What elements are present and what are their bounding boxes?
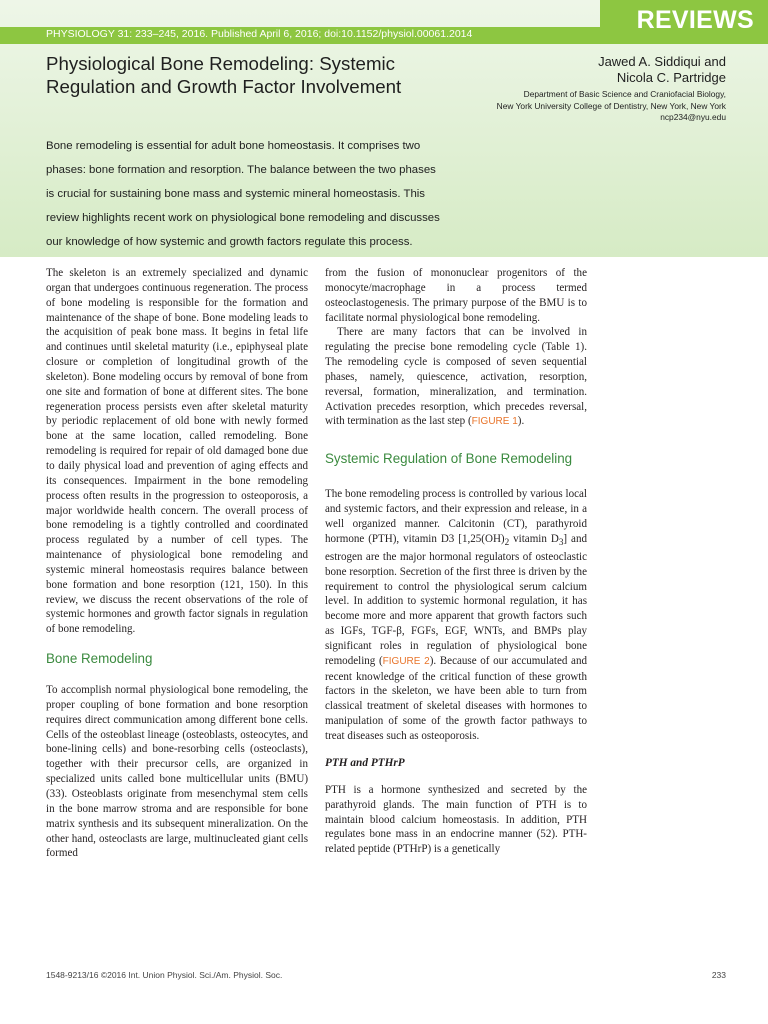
intro-paragraph: The skeleton is an extremely specialized and dynamic organ that undergoes continuous regeneration. The process of bone modeling is responsible for the formation and maintenance of the shape of bone. Bone modeling leads to the acquisition of peak bone mass. It begins in fetal life and continues until skeletal maturity (i.e., epiphyseal plate closure or completion of longitudinal growth of the skeleton). Bone modeling occurs by removal of bone from one site and formation of bone at different sites. The bone regeneration process persists even after skeletal maturity by periodic replacement of old bone with newly formed bone at the same location, called remodeling. Bone remodeling is required for repair of old damaged bone due to daily physical load and prevention of aging effects and its consequences. Impairment in the bone remodeling process often results in the progression to osteoporosis, a major worldwide health concern. The overall process of bone remodeling is a tightly controlled and coordinated process regulated by a number of cell types. The maintenance of physiological bone remodeling and systemic mineral homeostasis requires balance between bone formation and bone resorption (121, 150). In this review, we discuss the recent observations of the role of systemic hormones and growth factor signals in regulation of bone remodeling. bbox=[46, 267, 308, 636]
author-partridge: Nicola C. Partridge bbox=[616, 70, 726, 85]
subscript-3: 3 bbox=[558, 537, 564, 548]
citation-line: PHYSIOLOGY 31: 233–245, 2016. Published April 6, 2016; doi:10.1152/physiol.00061.2014 bbox=[46, 28, 473, 40]
figure-2-link[interactable]: FIGURE 2 bbox=[382, 655, 430, 667]
continuation-paragraph: from the fusion of mononuclear progenitors of the monocyte/macrophage in a process termed osteoclastogenesis. The primary purpose of the BMU is to facilitate normal physiological bone remodeling. bbox=[325, 267, 587, 324]
affiliation-department: Department of Basic Science and Craniofacial Biology, bbox=[523, 89, 726, 99]
heading-bone-remodeling: Bone Remodeling bbox=[46, 651, 153, 667]
cycle-paragraph-end: ). bbox=[517, 415, 525, 428]
figure-1-link[interactable]: FIGURE 1 bbox=[471, 416, 518, 428]
systemic-text-1: The bone remodeling process is controlled by various local and systemic factors, and their expression and release, in a well organized manner. Calcitonin (CT), parathyroid hormone (PTH), vitamin D3 [1,25(OH) bbox=[325, 488, 587, 545]
systemic-text-3: ). Because of our accumulated and recent knowledge of the critical function of these growth factors in the skeleton, we have been able to turn from classical treatment of skeletal diseases with hormones to manipulation of some of the growth factor pathways to treat diseases such as osteoporosis. bbox=[325, 654, 587, 742]
systemic-text-2: ] and estrogen are the major hormonal regulators of osteoclastic bone resorption. Secretion of the first three is driven by the requirement to control the physiological serum calcium level. In addition to systemic hormonal regulation, it has become more and more apparent that growth factors such as IGFs, TGF-β, FGFs, EGF, WNTs, and BMPs play significant roles in regulation of physiological bone remodeling ( bbox=[325, 532, 587, 667]
remodeling-cycle-paragraph bbox=[325, 325, 587, 430]
cycle-paragraph-text: There are many factors that can be involved in regulating the precise bone remodeling cycle (Table 1). The remodeling cycle is composed of seven sequential phases, namely, quiescence, activation, resorption, reversal, formation, mineralization, and termination. Activation precedes resorption, which precedes reversal, with termination as the last step ( bbox=[325, 326, 587, 428]
affiliation-block bbox=[497, 89, 726, 124]
subscript-2: 2 bbox=[504, 537, 510, 548]
section-label: REVIEWS bbox=[636, 6, 754, 34]
abstract: Bone remodeling is essential for adult bone homeostasis. It comprises two phases: bone formation and resorption. The balance between the two phases is crucial for sustaining bone mass and systemic mineral homeostasis. This review highlights recent work on physiological bone remodeling and discusses our knowledge of how systemic and growth factors regulate this process. bbox=[46, 140, 440, 248]
pth-paragraph: PTH is a hormone synthesized and secreted by the parathyroid glands. The main function of PTH is to maintain blood calcium homeostasis. In addition, PTH regulates bone mass in an endocrine manner (52). PTH-related peptide (PTHrP) is a genetically bbox=[325, 783, 587, 856]
footer-issn: 1548-9213/16 ©2016 Int. Union Physiol. Sci./Am. Physiol. Soc. bbox=[46, 970, 283, 980]
column-right bbox=[325, 266, 587, 857]
affiliation-institution: New York University College of Dentistry, New York, New York bbox=[496, 100, 726, 111]
heading-systemic-regulation: Systemic Regulation of Bone Remodeling bbox=[325, 451, 573, 467]
contact-email[interactable]: ncp234@nyu.edu bbox=[660, 112, 726, 122]
author-list bbox=[598, 54, 726, 86]
systemic-text-vitd: vitamin D bbox=[509, 532, 559, 545]
bone-remodeling-paragraph: To accomplish normal physiological bone remodeling, the proper coupling of bone formation and bone resorption requires direct communication among different bone cells. Cells of the osteoblast lineage (osteoblasts, osteocytes, and bone-lining cells) and bone-resorbing cells (osteoclasts), together with their precursor cells, are organized in specialized units called bone multicellular units (BMU) (33). Osteoblasts originate from mesenchymal stem cells in the bone marrow stroma and are responsible for bone matrix synthesis and its subsequent mineralization. On the other hand, osteoclasts are large, multinucleated giant cells formed bbox=[46, 684, 308, 860]
systemic-regulation-paragraph bbox=[325, 487, 587, 744]
heading-pth: PTH and PTHrP bbox=[325, 756, 405, 769]
page-number: 233 bbox=[711, 970, 726, 980]
author-siddiqui: Jawed A. Siddiqui and bbox=[598, 54, 726, 69]
column-left bbox=[46, 266, 308, 861]
article-title: Physiological Bone Remodeling: Systemic Regulation and Growth Factor Involvement bbox=[46, 53, 402, 97]
